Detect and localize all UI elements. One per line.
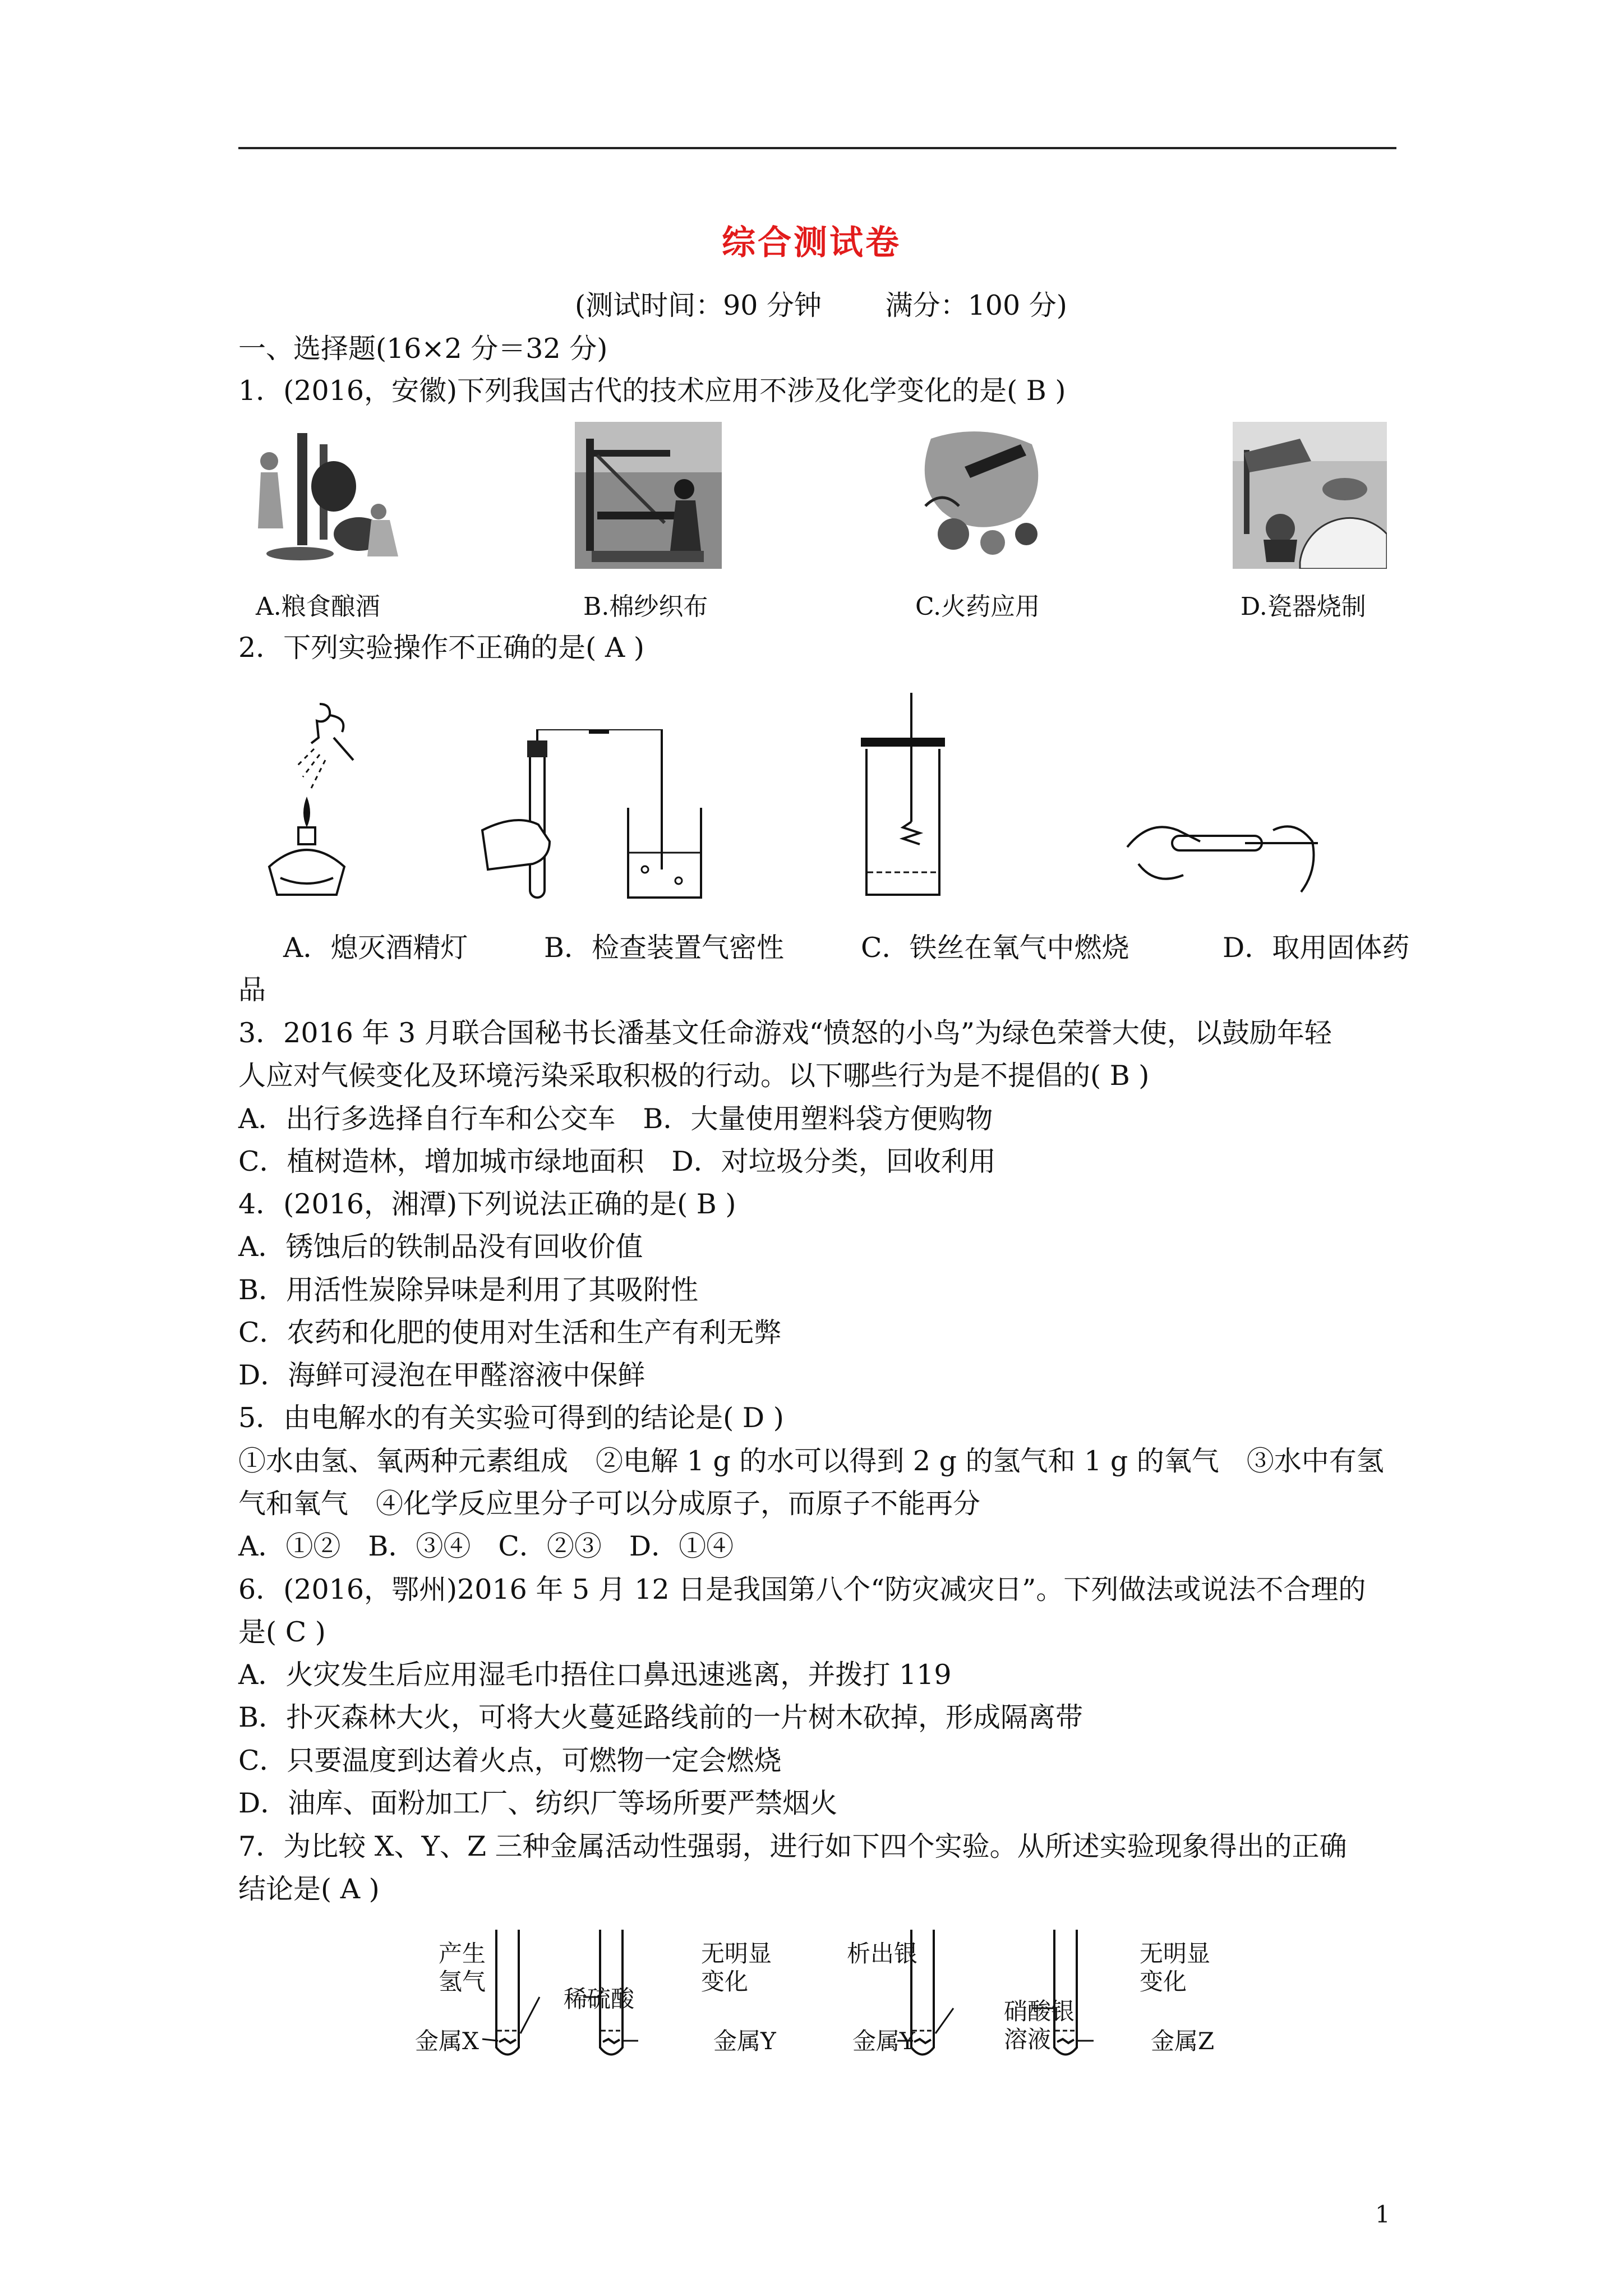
q6-line-3: A．火灾发生后应用湿毛巾捂住口鼻迅速逃离，并拨打 119 — [238, 1659, 952, 1691]
q6-line-6: D．油库、面粉加工厂、纺织厂等场所要严禁烟火 — [238, 1787, 838, 1819]
figure-porcelain — [1233, 422, 1387, 569]
page-title: 综合测试卷 — [722, 223, 901, 263]
figure-brewing — [247, 422, 404, 562]
section-heading: 一、选择题(16×2 分＝32 分) — [238, 333, 608, 365]
figure-gunpowder — [909, 422, 1054, 569]
q2-option-a: A．熄灭酒精灯 — [283, 932, 468, 964]
q5-line-4: A．①② B．③④ C．②③ D．①④ — [238, 1530, 734, 1562]
label-silver-nitrate: 硝酸银 — [1004, 1998, 1075, 2025]
label-metal-y-1: 金属Y — [713, 2027, 776, 2055]
figure-airtight-check — [477, 729, 723, 909]
label-hydrogen: 氢气 — [439, 1968, 486, 1995]
label-no-change-1a: 无明显 — [701, 1940, 772, 1967]
q2-option-c: C．铁丝在氧气中燃烧 — [861, 932, 1129, 964]
label-no-change-2b: 变化 — [1140, 1968, 1187, 1995]
header-rule — [238, 147, 1396, 149]
figure-metal-activity — [415, 1924, 1256, 2070]
q6-line-4: B．扑灭森林大火，可将大火蔓延路线前的一片树木砍掉，形成隔离带 — [238, 1701, 1083, 1733]
q6-line-2: 是( C ) — [238, 1616, 326, 1648]
q4-line-4: C．农药和化肥的使用对生活和生产有利无弊 — [238, 1317, 782, 1349]
q5-line-2: ①水由氢、氧两种元素组成 ②电解 1 g 的水可以得到 2 g 的氢气和 1 g 的氧气 ③水中有氢 — [238, 1445, 1384, 1477]
subtitle: (测试时间：90 分钟 满分：100 分) — [575, 289, 1067, 321]
label-dilute-sulfuric-acid: 稀硫酸 — [564, 1985, 635, 2013]
caption-c: C.火药应用 — [915, 592, 1040, 621]
q5-line-1: 5．由电解水的有关实验可得到的结论是( D ) — [238, 1402, 784, 1434]
q4-line-3: B．用活性炭除异味是利用了其吸附性 — [238, 1274, 699, 1306]
label-metal-y-2: 金属Y — [852, 2027, 915, 2055]
q6-line-1: 6．(2016，鄂州)2016 年 5 月 12 日是我国第八个“防灾减灾日”。下列做法或说法不合理的 — [238, 1573, 1366, 1605]
question-2-stem: 2．下列实验操作不正确的是( A ) — [238, 632, 644, 664]
figure-iron-wire — [850, 693, 951, 898]
q7-line-1: 7．为比较 X、Y、Z 三种金属活动性强弱，进行如下四个实验。从所述实验现象得出的正确 — [238, 1830, 1347, 1862]
page-number: 1 — [1375, 2201, 1390, 2228]
figure-weaving — [575, 422, 722, 569]
q4-line-1: 4．(2016，湘潭)下列说法正确的是( B ) — [238, 1188, 736, 1220]
q2-option-d-wrap: 品 — [238, 974, 266, 1006]
q2-option-b: B．检查装置气密性 — [544, 932, 785, 964]
q5-line-3: 气和氧气 ④化学反应里分子可以分成原子，而原子不能再分 — [238, 1488, 981, 1520]
label-metal-x: 金属X — [415, 2027, 479, 2055]
q4-line-5: D．海鲜可浸泡在甲醛溶液中保鲜 — [238, 1359, 645, 1391]
label-solution: 溶液 — [1004, 2026, 1052, 2053]
q3-line-2: 人应对气候变化及环境污染采取积极的行动。以下哪些行为是不提倡的( B ) — [238, 1060, 1150, 1092]
label-metal-z: 金属Z — [1151, 2027, 1215, 2055]
caption-a: A.粮食酿酒 — [256, 592, 380, 621]
question-1-stem: 1．(2016，安徽)下列我国古代的技术应用不涉及化学变化的是( B ) — [238, 375, 1066, 407]
figure-take-solid — [1116, 797, 1329, 903]
label-produce: 产生 — [439, 1940, 486, 1967]
caption-b: B.棉纱织布 — [583, 592, 708, 621]
label-silver-precipitate: 析出银 — [847, 1940, 918, 1967]
q4-line-2: A．锈蚀后的铁制品没有回收价值 — [238, 1231, 643, 1263]
q3-line-1: 3．2016 年 3 月联合国秘书长潘基文任命游戏“愤怒的小鸟”为绿色荣誉大使，以鼓励年轻 — [238, 1017, 1332, 1049]
q3-line-4: C．植树造林，增加城市绿地面积 D．对垃圾分类，回收利用 — [238, 1145, 996, 1177]
q3-line-3: A．出行多选择自行车和公交车 B．大量使用塑料袋方便购物 — [238, 1103, 993, 1135]
q7-line-2: 结论是( A ) — [238, 1873, 380, 1905]
figure-alcohol-lamp — [264, 698, 376, 906]
q2-option-d: D．取用固体药 — [1223, 932, 1410, 964]
caption-d: D.瓷器烧制 — [1241, 592, 1366, 621]
q6-line-5: C．只要温度到达着火点，可燃物一定会燃烧 — [238, 1745, 782, 1777]
label-no-change-1b: 变化 — [701, 1968, 749, 1995]
label-no-change-2a: 无明显 — [1140, 1940, 1211, 1967]
